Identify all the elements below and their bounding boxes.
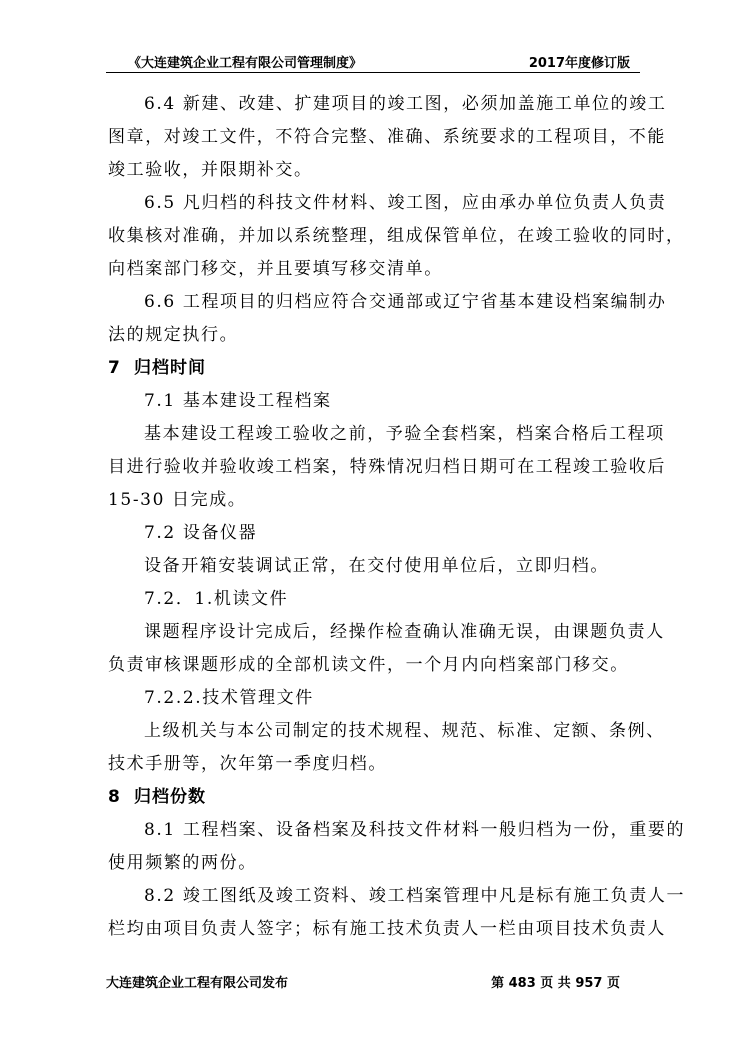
paragraph-line: 技术手册等，次年第一季度归档。 bbox=[108, 754, 387, 774]
paragraph-line: 设备开箱安装调试正常，在交付使用单位后，立即归档。 bbox=[144, 556, 609, 576]
paragraph-line: 图章，对竣工文件，不符合完整、准确、系统要求的工程项目，不能 bbox=[108, 127, 666, 147]
paragraph-line: 15-30 日完成。 bbox=[108, 490, 247, 510]
page-footer bbox=[106, 972, 640, 996]
section-number: 8 bbox=[108, 787, 121, 807]
paragraph-line: 基本建设工程竣工验收之前，予验全套档案，档案合格后工程项 bbox=[144, 424, 665, 444]
section-heading-8 bbox=[108, 781, 642, 814]
publisher-label: 大连建筑企业工程有限公司发布 bbox=[106, 976, 289, 991]
subsection-heading: 7.2．1.机读文件 bbox=[144, 589, 289, 609]
section-number: 7 bbox=[108, 358, 121, 378]
paragraph-line: 目进行验收并验收竣工档案，特殊情况归档日期可在工程竣工验收后 bbox=[108, 457, 666, 477]
section-title: 归档份数 bbox=[134, 787, 206, 807]
paragraph-line: 6.4 新建、改建、扩建项目的竣工图，必须加盖施工单位的竣工 bbox=[144, 94, 667, 114]
document-body bbox=[108, 88, 686, 946]
section-heading-7 bbox=[108, 352, 642, 385]
subsection-heading: 7.2.2.技术管理文件 bbox=[144, 688, 314, 708]
paragraph-line: 收集核对准确，并加以系统整理，组成保管单位，在竣工验收的同时， bbox=[108, 226, 685, 246]
document-title: 《大连建筑企业工程有限公司管理制度》 bbox=[128, 56, 363, 71]
paragraph-line: 8.2 竣工图纸及竣工资料、竣工档案管理中凡是标有施工负责人一 bbox=[144, 886, 686, 906]
paragraph-line: 8.1 工程档案、设备档案及科技文件材料一般归档为一份，重要的 bbox=[144, 820, 686, 840]
paragraph-line: 上级机关与本公司制定的技术规程、规范、标准、定额、条例、 bbox=[144, 721, 665, 741]
paragraph-line: 课题程序设计完成后，经操作检查确认准确无误，由课题负责人 bbox=[144, 622, 665, 642]
subsection-heading: 7.2 设备仪器 bbox=[144, 523, 258, 543]
paragraph-line: 使用频繁的两份。 bbox=[108, 853, 257, 873]
paragraph-line: 向档案部门移交，并且要填写移交清单。 bbox=[108, 259, 443, 279]
paragraph-line: 栏均由项目负责人签字；标有施工技术负责人一栏由项目技术负责人 bbox=[108, 919, 666, 939]
paragraph-line: 负责审核课题形成的全部机读文件，一个月内向档案部门移交。 bbox=[108, 655, 629, 675]
paragraph-line: 法的规定执行。 bbox=[108, 325, 239, 345]
paragraph-line: 6.6 工程项目的归档应符合交通部或辽宁省基本建设档案编制办 bbox=[144, 292, 667, 312]
edition-label: 2017年度修订版 bbox=[528, 56, 630, 71]
page-header bbox=[106, 50, 640, 73]
paragraph-line: 6.5 凡归档的科技文件材料、竣工图，应由承办单位负责人负责 bbox=[144, 193, 667, 213]
subsection-heading: 7.1 基本建设工程档案 bbox=[144, 391, 332, 411]
paragraph-line: 竣工验收，并限期补交。 bbox=[108, 160, 313, 180]
section-title: 归档时间 bbox=[134, 358, 206, 378]
page-number: 第 483 页 共 957 页 bbox=[491, 976, 620, 991]
